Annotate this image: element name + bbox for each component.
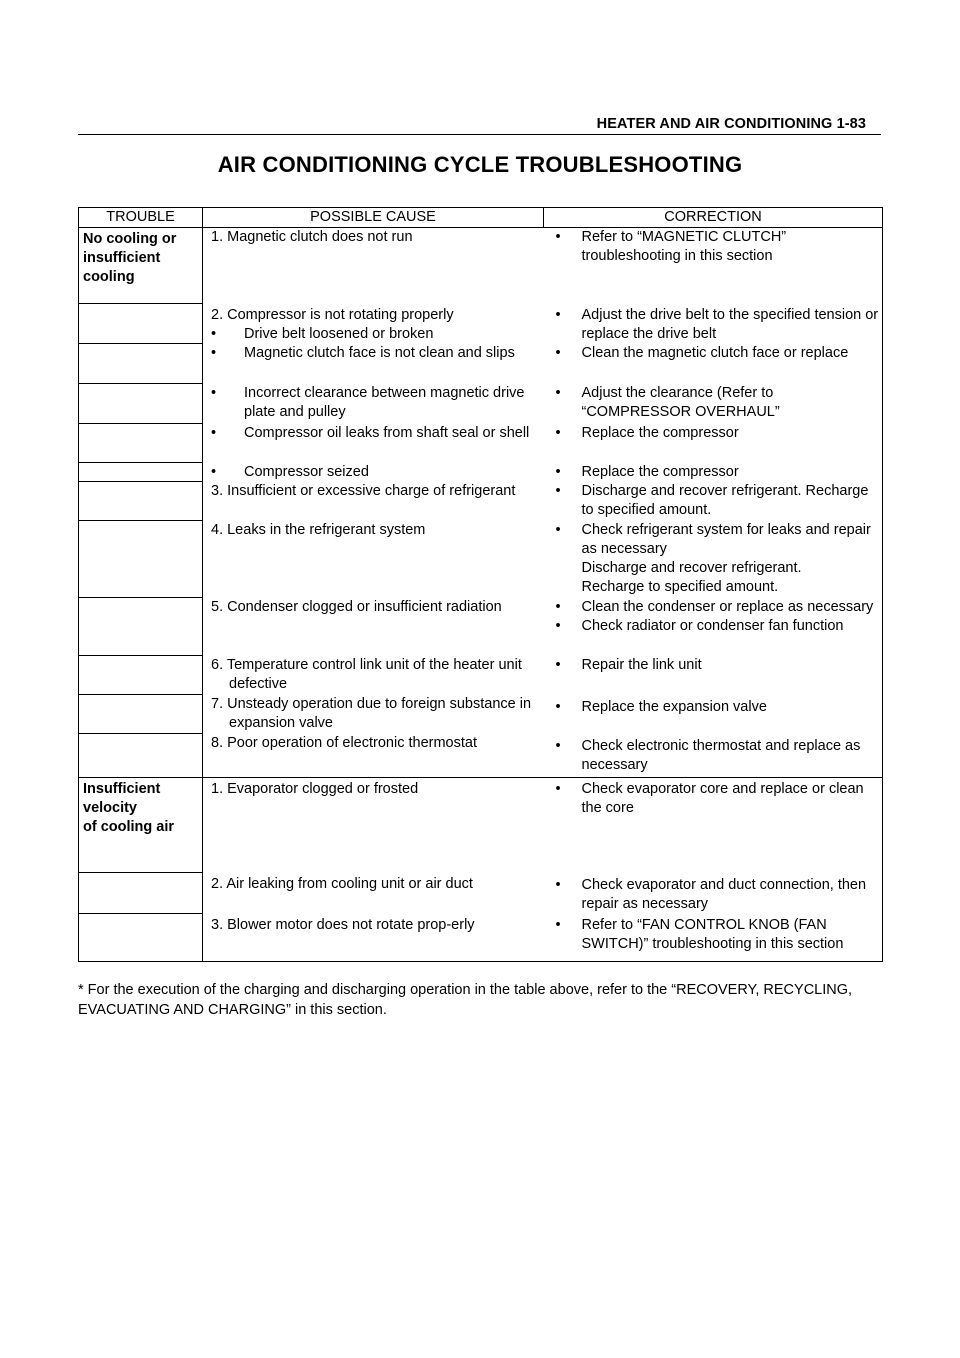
cause-cell [203, 695, 544, 734]
correction-item: • Check radiator or condenser fan function [544, 617, 883, 636]
cause-text: 2. Air leaking from cooling unit or air duct [211, 875, 473, 892]
cause-sub-item: • Incorrect clearance between magnetic drive plate and pulley [211, 384, 544, 422]
correction-cell [544, 521, 883, 598]
correction-item: • Clean the condenser or replace as necessary [544, 598, 883, 617]
cause-cell [203, 344, 544, 384]
correction-cell [544, 914, 883, 962]
cause-text: 2. Compressor is not rotating properly [211, 306, 454, 323]
header-rule [78, 134, 881, 135]
cause-text: 1. Magnetic clutch does not run [211, 229, 413, 245]
trouble-cell [79, 656, 203, 695]
correction-cell [544, 482, 883, 521]
cause-cell [203, 598, 544, 656]
column-header-cause: POSSIBLE CAUSE [203, 208, 544, 228]
trouble-cell [79, 873, 203, 914]
footnote: * For the execution of the charging and discharging operation in the table above, refer to the “RECOVERY, RECYCLING, EVACUATING AND CHARGING” in this section. [78, 982, 853, 1018]
correction-cell [544, 304, 883, 344]
correction-extra-line: Discharge and recover refrigerant. [581, 559, 802, 576]
correction-item: • Replace the compressor [544, 463, 883, 482]
trouble-label-line: velocity [83, 800, 137, 816]
table-row [79, 656, 883, 695]
table-row [79, 778, 883, 873]
table-row [79, 598, 883, 656]
column-header-correction: CORRECTION [544, 208, 883, 228]
correction-cell [544, 228, 883, 304]
table-row [79, 228, 883, 304]
correction-cell [544, 734, 883, 778]
trouble-cell [79, 304, 203, 344]
table-row [79, 914, 883, 962]
table-row [79, 734, 883, 778]
cause-cell [203, 482, 544, 521]
cause-sub-item: • Compressor seized [211, 463, 544, 482]
cause-text: 4. Leaks in the refrigerant system [211, 521, 426, 538]
correction-cell [544, 656, 883, 695]
table-row [79, 521, 883, 598]
correction-item: • Adjust the drive belt to the specified tension or replace the drive belt [544, 306, 883, 344]
cause-cell [203, 463, 544, 482]
table-row [79, 424, 883, 463]
trouble-cell [79, 734, 203, 778]
table-row [79, 384, 883, 424]
cause-sub-item: • Drive belt loosened or broken [211, 325, 544, 344]
trouble-cell [79, 424, 203, 463]
cause-cell [203, 778, 544, 873]
correction-item: • Check evaporator core and replace or clean the core [544, 780, 883, 818]
trouble-label-line: of cooling air [83, 819, 175, 835]
cause-cell [203, 734, 544, 778]
page-title: AIR CONDITIONING CYCLE TROUBLESHOOTING [217, 152, 743, 177]
trouble-cell [79, 521, 203, 598]
correction-cell [544, 463, 883, 482]
trouble-cell [79, 598, 203, 656]
cause-text: 5. Condenser clogged or insufficient radiation [211, 598, 502, 615]
cause-text: 6. Temperature control link unit of the heater unit defective [211, 656, 522, 692]
cause-cell [203, 873, 544, 914]
cause-text: 3. Blower motor does not rotate prop-erly [211, 916, 475, 933]
trouble-cell [79, 482, 203, 521]
cause-sub-item: • Magnetic clutch face is not clean and slips [211, 344, 544, 363]
cause-cell [203, 384, 544, 424]
correction-item: • Check refrigerant system for leaks and repair as necessary [544, 521, 883, 559]
cause-text: 8. Poor operation of electronic thermostat [211, 734, 477, 751]
cause-cell [203, 656, 544, 695]
table-row [79, 304, 883, 344]
correction-item: • Discharge and recover refrigerant. Recharge to specified amount. [544, 482, 883, 520]
table-row [79, 873, 883, 914]
correction-cell [544, 598, 883, 656]
correction-cell [544, 344, 883, 384]
correction-cell [544, 695, 883, 734]
cause-cell [203, 304, 544, 344]
correction-cell [544, 873, 883, 914]
correction-cell [544, 424, 883, 463]
table-row [79, 695, 883, 734]
correction-item: • Repair the link unit [544, 656, 883, 675]
correction-item: • Refer to “FAN CONTROL KNOB (FAN SWITCH)” troubleshooting in this section [544, 916, 883, 954]
cause-text: 3. Insufficient or excessive charge of refrigerant [211, 482, 516, 499]
cause-cell [203, 424, 544, 463]
correction-item: • Replace the compressor [544, 424, 883, 443]
trouble-cell [79, 463, 203, 482]
correction-item: • Check evaporator and duct connection, then repair as necessary [544, 876, 883, 914]
trouble-cell [79, 778, 203, 873]
column-header-trouble: TROUBLE [79, 208, 203, 228]
cause-text: 1. Evaporator clogged or frosted [211, 781, 419, 797]
trouble-cell [79, 344, 203, 384]
trouble-cell [79, 695, 203, 734]
table-row [79, 344, 883, 384]
troubleshooting-table [78, 207, 883, 962]
trouble-label: No cooling or insufficient cooling [83, 231, 177, 285]
correction-item: • Clean the magnetic clutch face or replace [544, 344, 883, 363]
trouble-cell [79, 228, 203, 304]
correction-cell [544, 778, 883, 873]
cause-sub-item: • Compressor oil leaks from shaft seal or shell [211, 424, 544, 443]
correction-item: • Adjust the clearance (Refer to “COMPRESSOR OVERHAUL” [544, 384, 883, 422]
cause-cell [203, 521, 544, 598]
cause-text: 7. Unsteady operation due to foreign substance in expansion valve [211, 695, 532, 731]
correction-item: • Refer to “MAGNETIC CLUTCH” troubleshooting in this section [544, 228, 883, 266]
correction-item: • Replace the expansion valve [544, 698, 883, 717]
cause-cell [203, 228, 544, 304]
table-row [79, 463, 883, 482]
trouble-cell [79, 384, 203, 424]
cause-cell [203, 914, 544, 962]
running-header: HEATER AND AIR CONDITIONING 1-83 [596, 116, 866, 132]
correction-extra-line: Recharge to specified amount. [581, 578, 779, 595]
trouble-label-line: Insufficient [83, 781, 161, 797]
trouble-cell [79, 914, 203, 962]
table-row [79, 482, 883, 521]
correction-item: • Check electronic thermostat and replace as necessary [544, 737, 883, 775]
correction-cell [544, 384, 883, 424]
table-header-row [79, 208, 883, 228]
